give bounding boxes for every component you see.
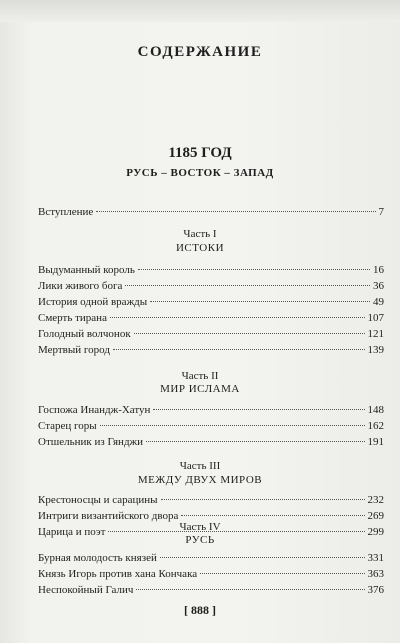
toc-entry-title: Неспокойный Галич xyxy=(38,584,134,596)
dot-leader xyxy=(153,409,364,410)
toc-entry xyxy=(38,328,384,342)
toc-entry-page: 49 xyxy=(373,296,384,308)
toc-entry xyxy=(38,344,384,358)
toc-entry-title: Голодный волчонок xyxy=(38,328,131,340)
toc-entry xyxy=(38,494,384,508)
section-subtitle: РУСЬ – ВОСТОК – ЗАПАД xyxy=(126,167,274,179)
dot-leader xyxy=(96,211,375,212)
toc-entry-page: 139 xyxy=(367,344,384,356)
toc-entry-title: Князь Игорь против хана Кончака xyxy=(38,568,198,580)
toc-entry-page: 376 xyxy=(367,584,384,596)
toc-entry-title: Старец горы xyxy=(38,420,97,432)
page-number: [ 888 ] xyxy=(184,603,216,617)
dot-leader xyxy=(181,515,364,516)
toc-entry-title: Лики живого бога xyxy=(38,280,123,292)
toc-entry-page: 269 xyxy=(367,510,384,522)
section-year: 1185 ГОД xyxy=(168,145,232,161)
toc-entry xyxy=(38,552,384,566)
toc-entry xyxy=(38,584,384,598)
toc-entry-page: 7 xyxy=(378,206,384,218)
toc-entry-page: 162 xyxy=(367,420,384,432)
toc-entry-page: 148 xyxy=(367,404,384,416)
toc-entry-page: 107 xyxy=(367,312,384,324)
dot-leader xyxy=(161,499,365,500)
toc-entry-page: 16 xyxy=(373,264,384,276)
toc-entry-page: 191 xyxy=(367,436,384,448)
toc-entry-page: 363 xyxy=(367,568,384,580)
toc-entry-page: 232 xyxy=(367,494,384,506)
toc-entry-page: 331 xyxy=(367,552,384,564)
dot-leader xyxy=(110,317,365,318)
toc-entry-title: Интриги византийского двора xyxy=(38,510,179,522)
dot-leader xyxy=(160,557,365,558)
part-1-number: Часть I xyxy=(183,228,217,240)
part-4-number: Часть IV xyxy=(179,521,221,533)
part-2-number: Часть II xyxy=(181,370,219,382)
part-1-name: ИСТОКИ xyxy=(175,242,225,254)
part-3-name: МЕЖДУ ДВУХ МИРОВ xyxy=(137,474,263,486)
toc-entry xyxy=(38,280,384,294)
toc-entry xyxy=(38,420,384,434)
toc-entry-title: Царица и поэт xyxy=(38,526,106,538)
toc-entry-title: Отшельник из Гянджи xyxy=(38,436,144,448)
toc-entry xyxy=(38,436,384,450)
dot-leader xyxy=(146,441,364,442)
toc-entry-title: Выдуманный король xyxy=(38,264,135,276)
toc-entry-title: Мертвый город xyxy=(38,344,110,356)
toc-entry-title: Вступление xyxy=(38,206,94,218)
toc-entry-page: 36 xyxy=(373,280,384,292)
page-top-edge xyxy=(0,0,400,22)
part-4-name: РУСЬ xyxy=(185,534,215,546)
toc-entry-title: История одной вражды xyxy=(38,296,148,308)
part-3-number: Часть III xyxy=(179,460,221,472)
dot-leader xyxy=(100,425,365,426)
toc-entry xyxy=(38,404,384,418)
toc-entry-title: Смерть тирана xyxy=(38,312,107,324)
toc-entry xyxy=(38,568,384,582)
toc-entry-page: 121 xyxy=(367,328,384,340)
dot-leader xyxy=(113,349,365,350)
toc-entry-page: 299 xyxy=(367,526,384,538)
dot-leader xyxy=(136,589,364,590)
dot-leader xyxy=(125,285,370,286)
dot-leader xyxy=(138,269,370,270)
toc-entry xyxy=(38,312,384,326)
page-title: СОДЕРЖАНИЕ xyxy=(137,44,263,60)
toc-entry-title: Госпожа Инандж-Хатун xyxy=(38,404,151,416)
toc-entry-intro xyxy=(38,206,384,220)
part-2-name: МИР ИСЛАМА xyxy=(160,383,240,395)
dot-leader xyxy=(134,333,365,334)
toc-entry xyxy=(38,296,384,310)
dot-leader xyxy=(200,573,364,574)
toc-entry-title: Крестоносцы и сарацины xyxy=(38,494,158,506)
toc-entry xyxy=(38,264,384,278)
toc-entry-title: Бурная молодость князей xyxy=(38,552,157,564)
dot-leader xyxy=(150,301,370,302)
